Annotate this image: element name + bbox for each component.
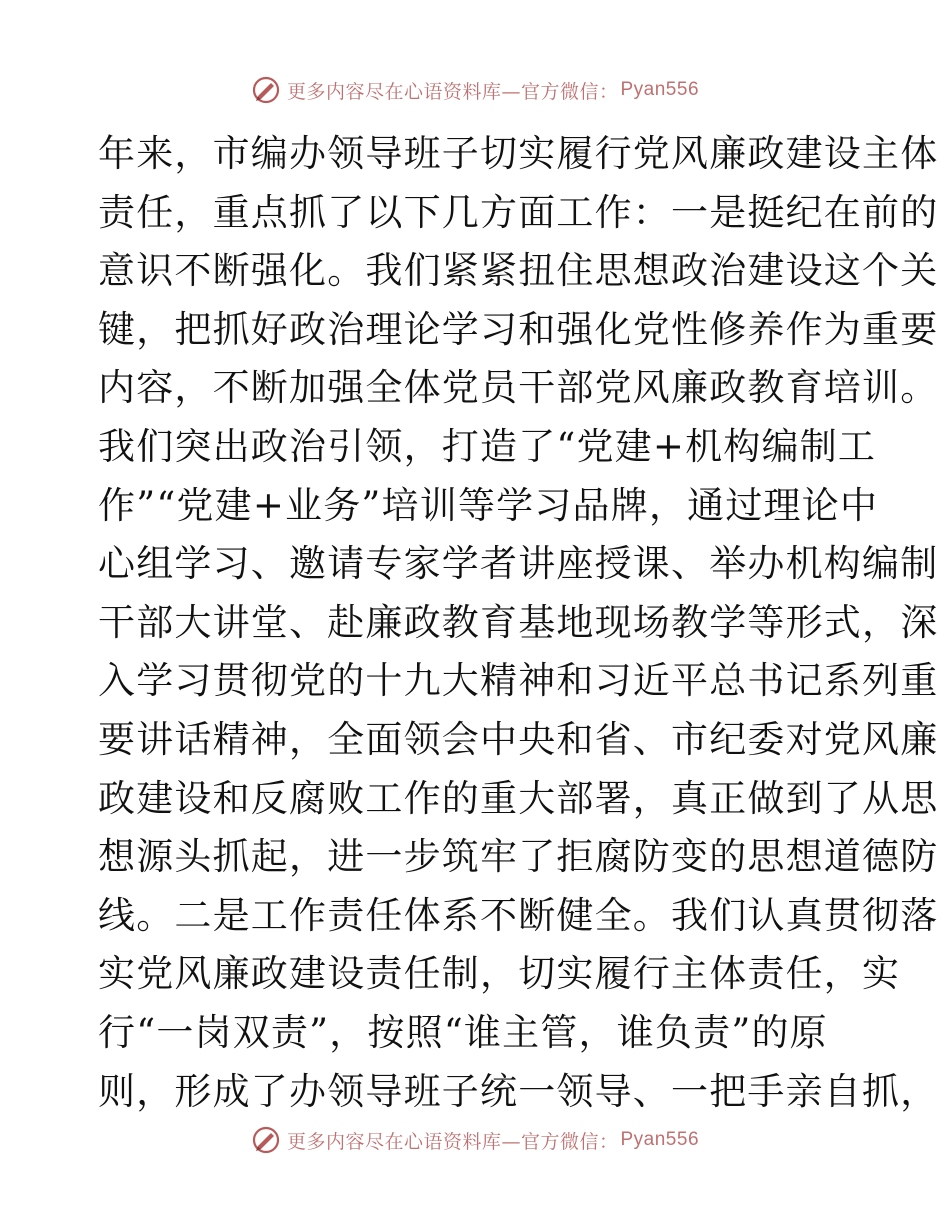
footer-watermark — [0, 1123, 950, 1157]
watermark-wechat-id: Pyan556 — [620, 79, 700, 100]
body-line: 政建设和反腐败工作的重大部署，真正做到了从思 — [98, 776, 939, 820]
pen-logo-icon — [251, 1125, 281, 1155]
watermark-text: 更多内容尽在心语资料库—官方微信： — [286, 80, 619, 103]
body-line: 线。二是工作责任体系不断健全。我们认真贯彻落 — [98, 893, 939, 937]
pen-logo-icon — [251, 75, 281, 105]
body-line: 实党风廉政建设责任制，切实履行主体责任，实 — [98, 952, 901, 996]
body-line: 入学习贯彻党的十九大精神和习近平总书记系列重 — [98, 659, 939, 703]
body-line: 则，形成了办领导班子统一领导、一把手亲自抓， — [98, 1069, 939, 1113]
body-line: 意识不断强化。我们紧紧扭住思想政治建设这个关 — [98, 249, 939, 293]
body-line: 作”“党建+业务”培训等学习品牌，通过理论中 — [98, 483, 879, 527]
body-line: 心组学习、邀请专家学者讲座授课、举办机构编制 — [98, 542, 939, 586]
body-line: 想源头抓起，进一步筑牢了拒腐防变的思想道德防 — [98, 835, 939, 879]
body-line: 年来，市编办领导班子切实履行党风廉政建设主体 — [98, 132, 939, 175]
body-line: 行“一岗双责”，按照“谁主管，谁负责”的原 — [98, 1010, 828, 1054]
header-watermark — [0, 73, 950, 107]
body-line: 内容，不断加强全体党员干部党风廉政教育培训。 — [98, 366, 939, 410]
body-line: 责任，重点抓了以下几方面工作：一是挺纪在前的 — [98, 190, 939, 234]
body-line: 干部大讲堂、赴廉政教育基地现场教学等形式，深 — [98, 600, 939, 644]
body-line: 键，把抓好政治理论学习和强化党性修养作为重要 — [98, 307, 939, 351]
watermark-text: 更多内容尽在心语资料库—官方微信： — [286, 1130, 619, 1153]
watermark-wechat-id: Pyan556 — [620, 1129, 700, 1150]
document-body — [98, 125, 939, 1121]
body-line: 我们突出政治引领，打造了“党建+机构编制工 — [98, 424, 877, 468]
body-line: 要讲话精神，全面领会中央和省、市纪委对党风廉 — [98, 717, 939, 761]
